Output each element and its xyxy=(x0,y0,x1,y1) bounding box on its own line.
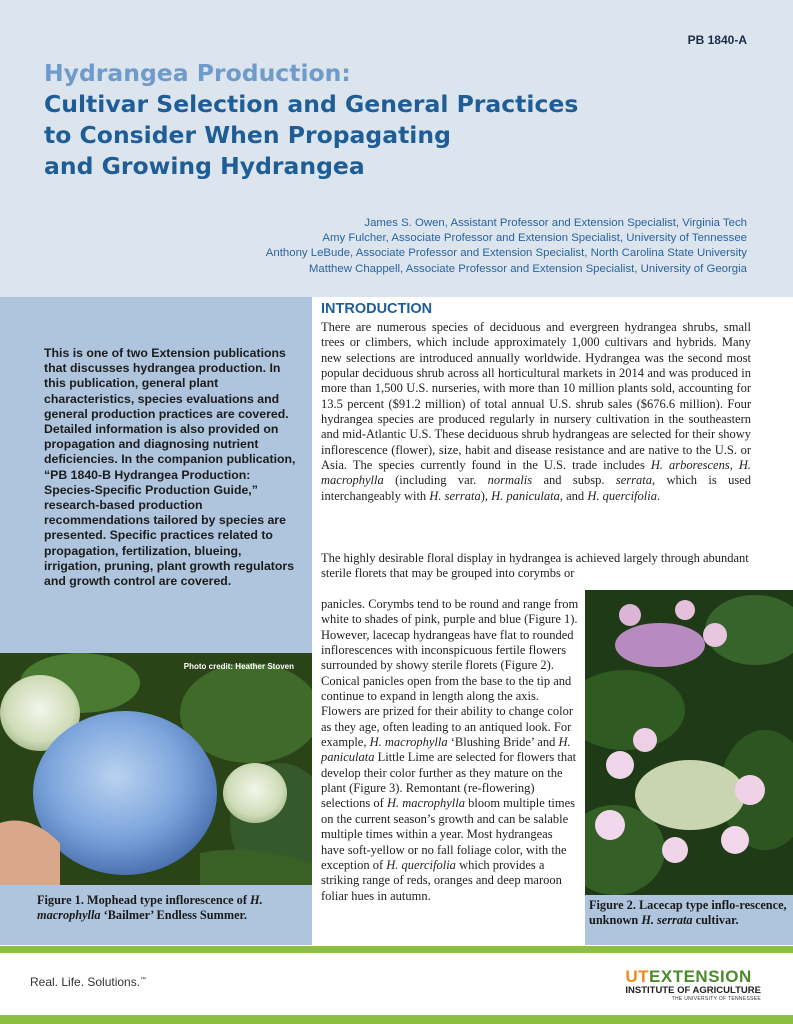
body-text: . xyxy=(656,488,661,503)
header-band xyxy=(0,0,793,297)
body-text: which provides a striking range of reds, oranges and deep maroon foliar hues in autumn. xyxy=(321,857,562,903)
species-name: H. paniculata xyxy=(491,488,560,503)
figure-2-photo xyxy=(585,590,793,895)
body-text: , xyxy=(729,458,739,473)
caption-text: Figure 2. Lacecap type inflo-rescence, unknown xyxy=(589,898,787,928)
body-text: Little Lime are selected for flowers that develop their color further as they mature on the plant (Figure 3). Remontant (re-flowering) selections of xyxy=(321,750,577,811)
species-name: H. macrophylla xyxy=(321,458,752,488)
caption-species: H. serrata xyxy=(641,913,693,928)
title-line-2: Cultivar Selection and General Practices xyxy=(44,90,579,118)
trademark: ™ xyxy=(140,977,147,983)
species-name: H. quercifolia xyxy=(587,488,657,503)
variety-name: normalis xyxy=(487,473,533,488)
intro-paragraph-2-top: The highly desirable floral display in hydrangea is achieved largely through abundant sterile florets that may be grouped into corymbs or xyxy=(321,551,749,581)
species-name: H. macrophylla xyxy=(369,735,448,750)
title-line-3: to Consider When Propagating xyxy=(44,121,451,149)
caption-text: cultivar. xyxy=(692,913,739,928)
body-text: There are numerous species of deciduous and evergreen hydrangea shrubs, small trees or climbers, which include approximately 1,000 cultivars and hybrids. Many new selections are introduced annually worldwide. Hydrangea was the second most popular deciduous shrub across all horticultural markets in 2014 and was produced in more than 1,500 U.S. nurseries, with more than 10 million plants sold, accounting for 13.5 percent ($91.2 million) of total annual U.S. shrub sales ($676.6 million). Four hydrangea species are produced regularly in nursery cultivation in the southeastern and mid-Atlantic U.S. These deciduous shrub hydrangeas are selected for their showy inflorescence (flower), size, habit and disease resistance and are native to the U.S. or Asia. The species currently found in the U.S. trade includes xyxy=(321,320,751,473)
intro-paragraph-2 xyxy=(321,597,579,904)
figure-1-photo xyxy=(0,653,312,885)
publication-number: PB 1840-A xyxy=(687,33,747,47)
bottom-bar xyxy=(0,1015,793,1024)
species-name: H. macrophylla xyxy=(386,796,465,811)
body-text: , and xyxy=(559,488,588,503)
caption-text: Figure 1. Mophead type inflorescence of xyxy=(37,893,251,907)
footer-tagline xyxy=(30,975,146,989)
title-line-4: and Growing Hydrangea xyxy=(44,152,365,180)
figure-2-caption xyxy=(585,895,793,945)
footer-divider xyxy=(0,946,793,953)
species-name: H. paniculata xyxy=(321,735,571,765)
logo-mark xyxy=(625,967,761,987)
author: Matthew Chappell, Associate Professor and Extension Specialist, University of Georgia xyxy=(308,262,747,275)
author: Amy Fulcher, Associate Professor and Extension Specialist, University of Tennessee xyxy=(322,232,747,245)
mophead-hydrangea-image xyxy=(0,653,312,885)
logo-subtitle: INSTITUTE OF AGRICULTURE xyxy=(625,985,761,996)
body-text: ), xyxy=(480,488,492,503)
summary-panel xyxy=(0,297,312,653)
body-text: bloom multiple times on the current season’s growth and can be salable multiple times within a year. Most hydrangeas have soft-yellow or no fall foliage color, with the exception of xyxy=(321,796,576,872)
species-name: H. serrata xyxy=(429,488,481,503)
species-name: H. arborescens xyxy=(650,458,730,473)
caption-text: ‘Bailmer’ Endless Summer. xyxy=(100,908,247,923)
species-name: H. quercifolia xyxy=(386,857,456,872)
photo-credit: Photo credit: Heather Stoven xyxy=(183,662,294,671)
tagline-text: Real. Life. Solutions. xyxy=(30,975,141,989)
author: Anthony LeBude, Associate Professor and Extension Specialist, North Carolina State University xyxy=(265,247,747,260)
body-text: ‘Blushing Bride’ and xyxy=(447,735,559,750)
lacecap-hydrangea-image xyxy=(585,590,793,895)
title-line-1: Hydrangea Production: xyxy=(44,59,351,87)
logo-ut: UT xyxy=(625,967,650,986)
body-text: , which is used interchangeably with xyxy=(321,473,751,503)
ut-extension-logo xyxy=(625,967,761,1002)
variety-name: serrata xyxy=(615,473,652,488)
caption-species: H. macrophylla xyxy=(37,893,263,923)
author: James S. Owen, Assistant Professor and Extension Specialist, Virginia Tech xyxy=(364,217,747,229)
introduction-heading: INTRODUCTION xyxy=(321,301,433,317)
logo-university: THE UNIVERSITY OF TENNESSEE xyxy=(671,996,761,1002)
logo-extension: EXTENSION xyxy=(649,967,752,986)
figure-1-caption xyxy=(0,885,312,945)
body-text: (including var. xyxy=(383,473,488,488)
document-title xyxy=(44,58,744,182)
intro-paragraph-1 xyxy=(321,320,751,504)
summary-text: This is one of two Extension publications that discusses hydrangea production. In this publication, general plant characteristics, species evaluations and general production practices are covered. Detailed information is also provided on propagation and diagnosing nutrient deficiencies. In the companion publication, “PB 1840-B Hydrangea Production: Species-Specific Production Guide,” research-based production recommendations tailored by species are presented. Specific practices related to propagation, fertilization, blueing, irrigation, pruning, plant growth regulators and growth control are covered. xyxy=(44,346,296,589)
author-list xyxy=(266,216,747,277)
body-text: panicles. Corymbs tend to be round and range from white to shades of pink, purple and blue (Figure 1). However, lacecap hydrangeas have flat to rounded inflorescences with inconspicuous fertile flowers surrounded by showy sterile florets (Figure 2). Conical panicles open from the base to the tip and continue to expand in length along the axis. Flowers are prized for their ability to change color as they age, often leading to an antiqued look. For example, xyxy=(321,597,579,750)
body-text: and subsp. xyxy=(532,473,616,488)
